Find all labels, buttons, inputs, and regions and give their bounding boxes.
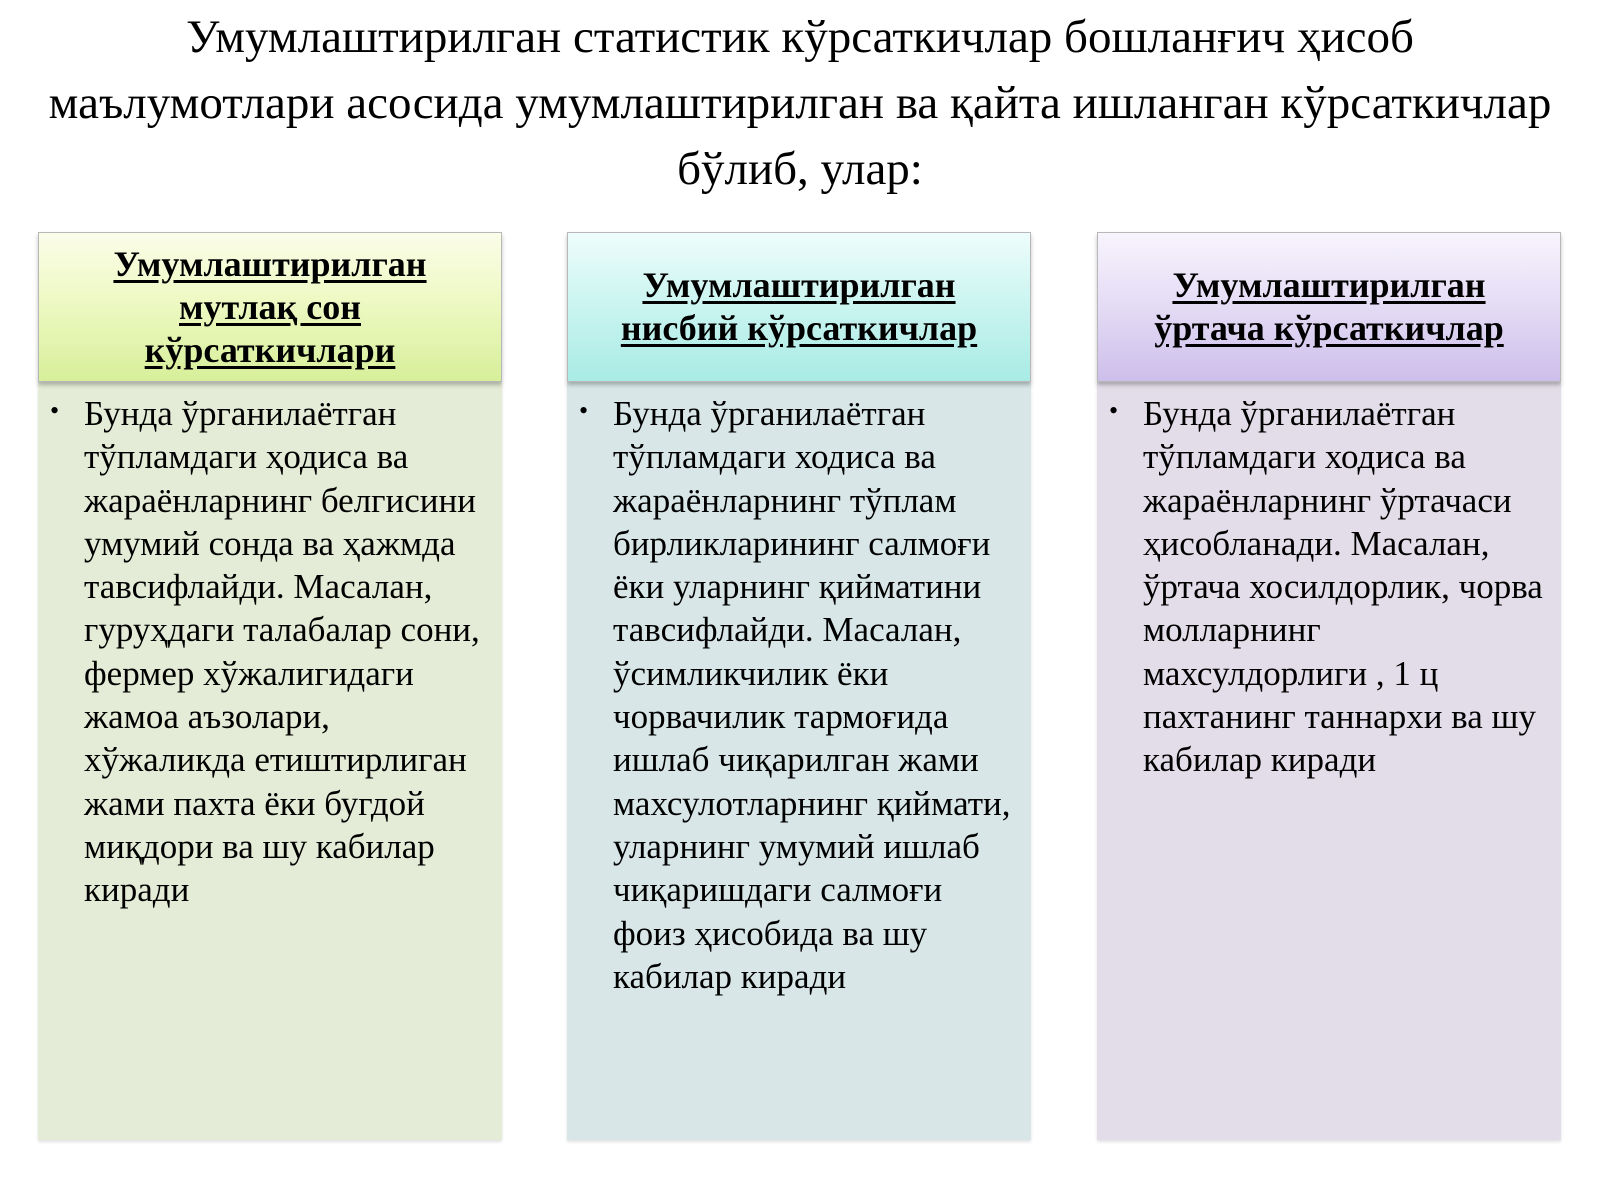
column-absolute-indicators: [38, 232, 502, 1140]
list-item: [579, 392, 1017, 998]
column-heading: Умумлаштирилган нисбий кўрсаткичлар: [620, 265, 978, 348]
bullet-icon: •: [50, 396, 60, 425]
list-item: [50, 392, 488, 912]
column-header: [567, 232, 1031, 382]
bullet-icon: •: [1109, 396, 1119, 425]
bullet-text: Бунда ўрганилаётган тўпламдаги ходиса ва жараёнларнинг ўртачаси ҳисобланади. Масалан, ўртача хосилдорлик, чорва молларнинг махсулдорлиги , 1 ц пахтанинг таннархи ва шу кабилар киради: [1143, 394, 1543, 780]
bullet-text: Бунда ўрганилаётган тўпламдаги ходиса ва жараёнларнинг тўплам бирликларининг салмоғи ёки уларнинг қийматини тавсифлайди. Масалан, ўсимликчилик ёки чорвачилик тармоғида ишлаб чиқарилган жами махсулотларнинг қиймати, уларнинг умумий ишлаб чиқаришдаги салмоғи фоиз ҳисобида ва шу кабилар киради: [613, 394, 1011, 996]
bullet-icon: •: [579, 396, 589, 425]
column-heading: Умумлаштирилган мутлақ сон кўрсаткичлари: [113, 243, 427, 370]
list-item: [1109, 392, 1547, 782]
column-body: [38, 382, 502, 1140]
column-body: [1097, 382, 1561, 1140]
column-header: [1097, 232, 1561, 382]
slide-title: Умумлаштирилган статистик кўрсаткичлар бошланғич ҳисоб маълумотлари асосида умумлаштирилган ва қайта ишланган кўрсаткичлар бўлиб, улар:: [48, 11, 1552, 195]
column-heading: Умумлаштирилган ўртача кўрсаткичлар: [1154, 265, 1504, 348]
column-average-indicators: [1097, 232, 1561, 1140]
bullet-text: Бунда ўрганилаётган тўпламдаги ҳодиса ва жараёнларнинг белгисини умумий сонда ва ҳажмда тавсифлайди. Масалан, гуруҳдаги талабалар сони, фермер хўжалигидаги жамоа аъзолари, хўжаликда етиштирлиган жами пахта ёки бугдой миқдори ва шу кабилар киради: [84, 394, 480, 910]
column-body: [567, 382, 1031, 1140]
column-relative-indicators: [567, 232, 1031, 1140]
column-header: [38, 232, 502, 382]
